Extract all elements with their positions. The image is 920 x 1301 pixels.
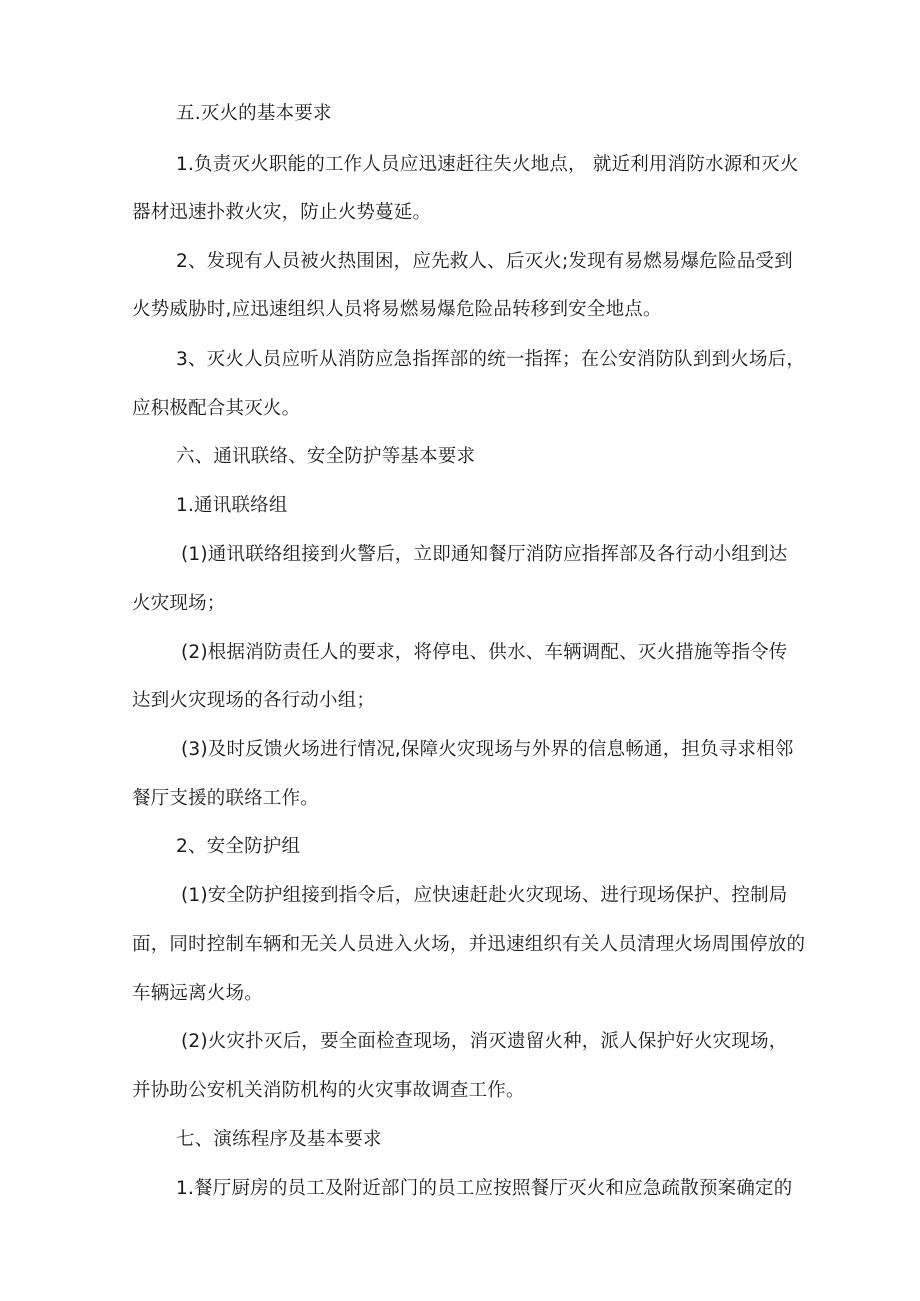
paragraph-line: 器材迅速扑救火灾，防止火势蔓延。 (132, 202, 432, 223)
paragraph-line: (1)通讯联络组接到火警后，立即通知餐厅消防应指挥部及各行动小组到达 (181, 544, 788, 565)
section-heading-7: 七、演练程序及基本要求 (176, 1129, 382, 1150)
paragraph-line: 3、灭火人员应听从消防应急指挥部的统一指挥；在公安消防队到到火场后， (176, 349, 806, 370)
subsection-heading: 2、安全防护组 (176, 836, 301, 857)
paragraph-line: 餐厅支援的联络工作。 (132, 788, 320, 809)
paragraph-line: 火势威胁时,应迅速组织人员将易燃易爆危险品转移到安全地点。 (132, 299, 662, 320)
section-heading-5: 五.灭火的基本要求 (176, 103, 332, 124)
paragraph-line: 1.负责灭火职能的工作人员应迅速赶往失火地点， 就近利用消防水源和灭火 (176, 154, 799, 175)
paragraph-line: 面，同时控制车辆和无关人员进入火场，并迅速组织有关人员清理火场周围停放的 (132, 934, 806, 955)
section-heading-6: 六、通讯联络、安全防护等基本要求 (176, 446, 476, 467)
paragraph-line: 车辆远离火场。 (132, 983, 263, 1004)
paragraph-line: 达到火灾现场的各行动小组； (132, 690, 376, 711)
paragraph-line: 火灾现场； (132, 593, 226, 614)
paragraph-line: 并协助公安机关消防机构的火灾事故调查工作。 (132, 1080, 525, 1101)
paragraph-line: (3)及时反馈火场进行情况,保障火灾现场与外界的信息畅通，担负寻求相邻 (181, 739, 794, 760)
subsection-heading: 1.通讯联络组 (176, 495, 288, 516)
paragraph-line: (2)火灾扑灭后，要全面检查现场，消灭遗留火种，派人保护好火灾现场， (181, 1031, 788, 1052)
paragraph-line: (1)安全防护组接到指令后，应快速赶赴火灾现场、进行现场保护、控制局 (181, 885, 788, 906)
paragraph-line: 应积极配合其灭火。 (132, 398, 301, 419)
paragraph-line: 1.餐厅厨房的员工及附近部门的员工应按照餐厅灭火和应急疏散预案确定的 (176, 1178, 793, 1199)
paragraph-line: 2、发现有人员被火热围困，应先救人、后灭火;发现有易燃易爆危险品受到 (176, 251, 793, 272)
paragraph-line: (2)根据消防责任人的要求，将停电、供水、车辆调配、灭火措施等指令传 (181, 642, 788, 663)
